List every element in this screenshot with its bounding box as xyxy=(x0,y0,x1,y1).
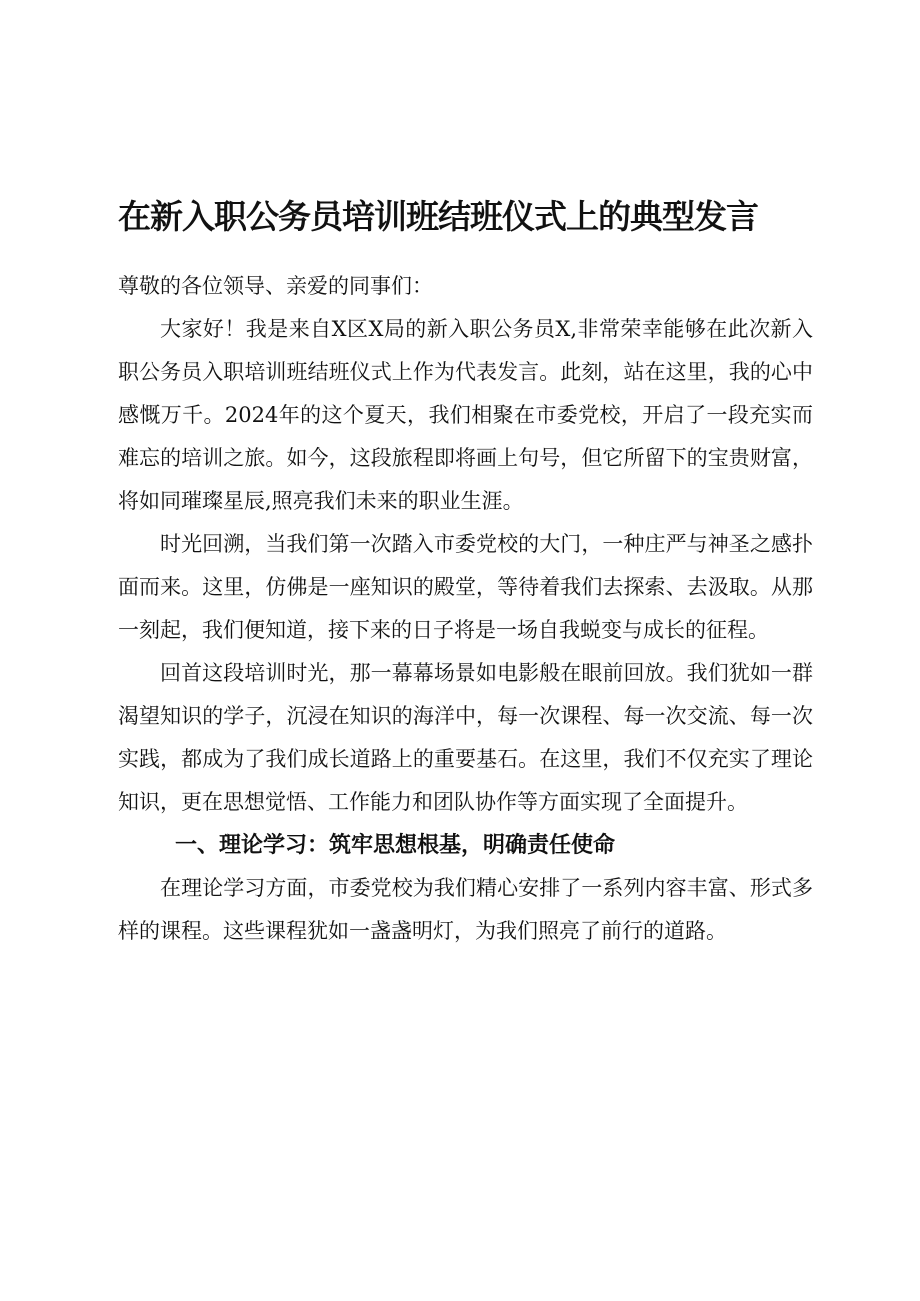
paragraph-recollection: 时光回溯，当我们第一次踏入市委党校的大门，一种庄严与神圣之感扑面而来。这里，仿佛是一座知识的殿堂，等待着我们去探索、去汲取。从那一刻起，我们便知道，接下来的日子将是一场自我蜕变与成长的征程。 xyxy=(118,532,813,642)
salutation: 尊敬的各位领导、亲爱的同事们： xyxy=(118,274,433,298)
document-title: 在新入职公务员培训班结班仪式上的典型发言 xyxy=(118,197,758,237)
document-body xyxy=(118,265,813,953)
section-heading: 一、理论学习：筑牢思想根基，明确责任使命 xyxy=(175,833,616,858)
paragraph-review: 回首这段培训时光，那一幕幕场景如电影般在眼前回放。我们犹如一群渴望知识的学子，沉浸在知识的海洋中，每一次课程、每一次交流、每一次实践，都成为了我们成长道路上的重要基石。在这里，我们不仅充实了理论知识，更在思想觉悟、工作能力和团队协作等方面实现了全面提升。 xyxy=(118,661,813,814)
paragraph-opening: 大家好！我是来自X区X局的新入职公务员X,非常荣幸能够在此次新入职公务员入职培训班结班仪式上作为代表发言。此刻，站在这里，我的心中感慨万千。2024年的这个夏天，我们相聚在市委党校，开启了一段充实而难忘的培训之旅。如今，这段旅程即将画上句号，但它所留下的宝贵财富，将如同璀璨星辰,照亮我们未来的职业生涯。 xyxy=(118,317,813,513)
paragraph-theory-study: 在理论学习方面，市委党校为我们精心安排了一系列内容丰富、形式多样的课程。这些课程犹如一盏盏明灯，为我们照亮了前行的道路。 xyxy=(118,876,813,943)
